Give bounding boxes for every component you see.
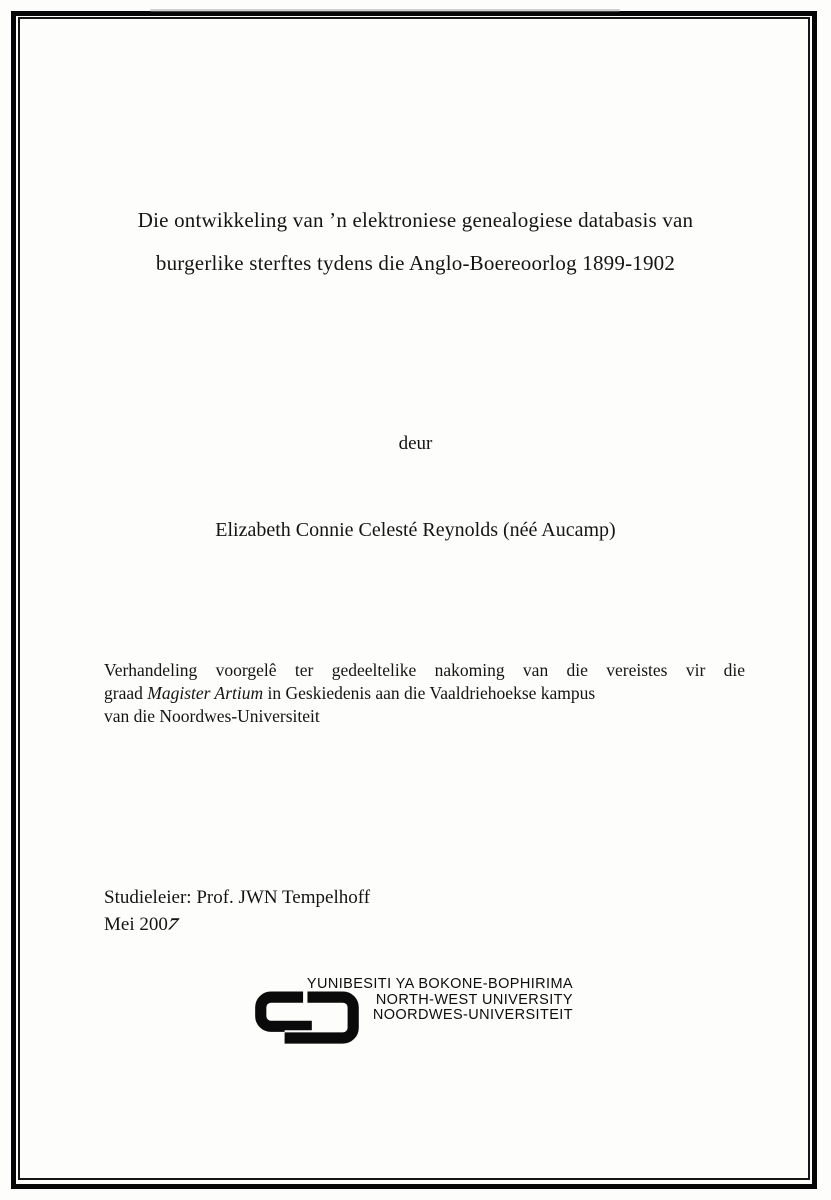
author-name: Elizabeth Connie Celesté Reynolds (néé Aucamp) [215, 519, 616, 541]
date-digit: 7 [164, 915, 182, 934]
degree-name-italic: Magister Artium [147, 683, 264, 703]
nwu-logo-line-english: NORTH-WEST UNIVERSITY [375, 991, 573, 1008]
supervisor-block [104, 884, 370, 938]
degree-statement-line3: van die Noordwes-Universiteit [104, 706, 320, 726]
thesis-title [70, 199, 761, 285]
scan-artifact [150, 9, 620, 12]
date-line [104, 911, 370, 938]
thesis-title-line1: Die ontwikkeling van ’n elektroniese genealogiese databasis van [137, 208, 694, 232]
nwu-logo-wordmark [273, 977, 573, 1024]
degree-statement-line2-pre: graad [104, 683, 148, 703]
byline-label: deur [398, 433, 433, 454]
nwu-logo-line-setswana: YUNIBESITI YA BOKONE-BOPHIRIMA [306, 976, 573, 992]
degree-statement-line2 [104, 682, 745, 705]
date-prefix: Mei 200 [104, 914, 168, 935]
supervisor-line: Studieleier: Prof. JWN Tempelhoff [104, 887, 371, 908]
degree-statement [104, 659, 745, 728]
nwu-logo-line-afrikaans: NOORDWES-UNIVERSITEIT [372, 1007, 573, 1024]
degree-statement-line1: Verhandeling voorgelê ter gedeeltelike nakoming van die vereistes vir die [104, 660, 745, 680]
thesis-title-line2: burgerlike sterftes tydens die Anglo-Boereoorlog 1899-1902 [155, 251, 676, 275]
degree-statement-line2-post: in Geskiedenis aan die Vaaldriehoekse kampus [263, 683, 596, 703]
